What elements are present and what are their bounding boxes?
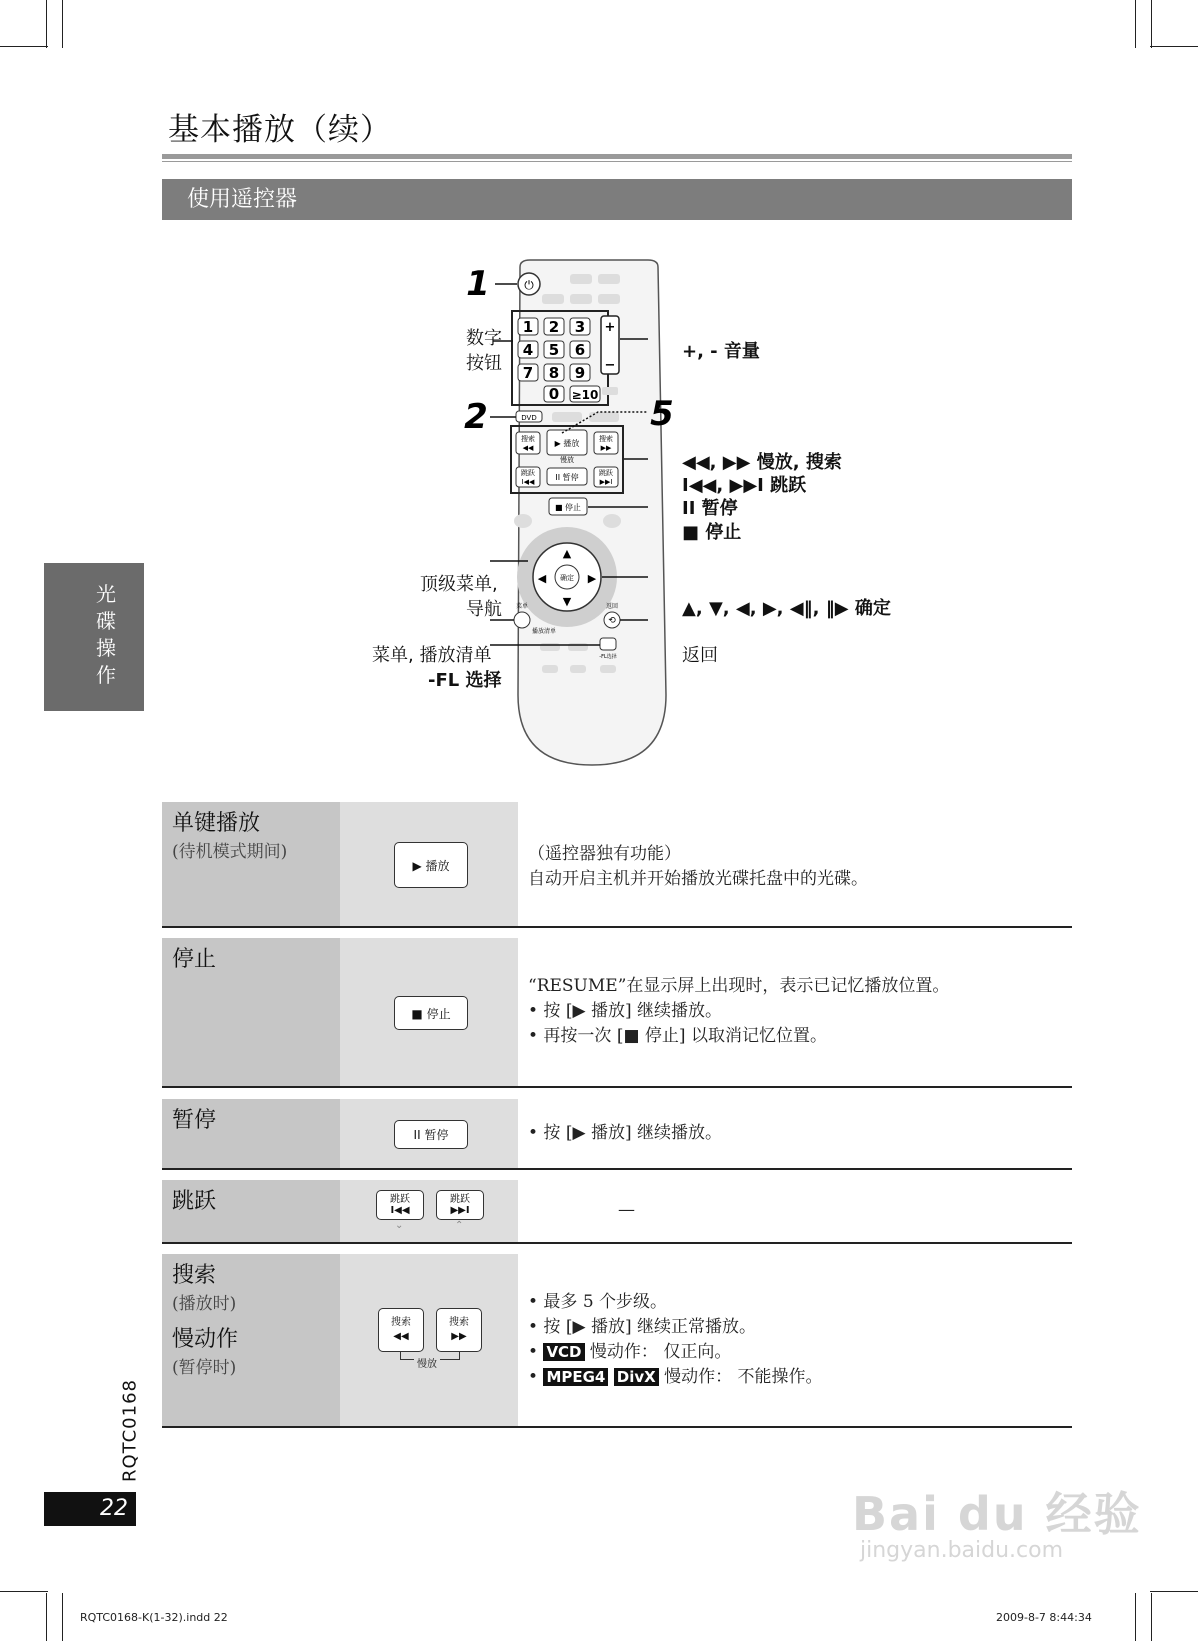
remote-small-key (598, 294, 620, 304)
skip-next-label: 跳跃 (450, 1194, 470, 1205)
callout-stop: ■ 停止 (682, 522, 742, 543)
crop-mark (62, 1593, 63, 1641)
side-tab-char: 操 (96, 636, 116, 660)
key-10: ≥10 (571, 388, 599, 402)
crop-mark (1135, 0, 1136, 48)
callout-top-menu-1: 顶级菜单, (420, 574, 498, 595)
chevron-up-icon: ⌃ (455, 1220, 464, 1231)
svg-text:⟲: ⟲ (608, 616, 616, 626)
crop-mark (1151, 1593, 1152, 1641)
slow-label: 慢放 (414, 1355, 440, 1370)
key-0: 0 (548, 385, 560, 403)
menu-key-label: 菜单 (515, 603, 529, 610)
row-heading: 搜索 (172, 1263, 217, 1288)
play-button-illustration: ▶ 播放 (394, 842, 468, 888)
key-1: 1 (522, 318, 534, 336)
search-fwd-icon: ▶▶ (451, 1331, 467, 1342)
divx-tag: DivX (614, 1368, 659, 1386)
search-rev-icon: ◀◀ (393, 1331, 409, 1342)
callout-skip: I◀◀, ▶▶I 跳跃 (682, 475, 807, 496)
row-desc-line: • 按 [▶ 播放] 继续播放。 (528, 1123, 722, 1143)
remote-small-key (570, 274, 592, 284)
svg-text:▶▶I: ▶▶I (599, 478, 613, 486)
row-heading: 单键播放 (172, 811, 261, 836)
key-8: 8 (548, 364, 560, 382)
side-tab-char: 作 (96, 663, 116, 687)
skip-rev-label: 跳跃 (521, 469, 535, 477)
svg-text:▶: ▶ (587, 572, 597, 585)
remote-body (515, 260, 666, 765)
svg-text:−: − (604, 358, 616, 373)
svg-text:◀◀: ◀◀ (522, 444, 534, 452)
crop-mark (0, 1591, 48, 1592)
page-title: 基本播放（续） (168, 112, 392, 148)
callout-return: 返回 (682, 645, 718, 666)
row-subheading: (播放时) (172, 1294, 237, 1314)
skip-fwd-label: 跳跃 (599, 469, 613, 477)
svg-text:+: + (604, 320, 616, 335)
row-desc-line: • VCD 慢动作： 仅正向。 (528, 1342, 732, 1362)
search-fwd-label: 搜索 (599, 435, 613, 443)
vcd-tag: VCD (543, 1343, 584, 1361)
crop-mark (0, 46, 48, 47)
callout-menu-playlist: 菜单, 播放清单 (372, 645, 492, 666)
crop-mark (1151, 0, 1152, 48)
key-2: 2 (548, 318, 560, 336)
callout-number-2: 2 (464, 397, 488, 437)
search-rev-button-illustration (378, 1308, 424, 1352)
search-rev-label: 搜索 (391, 1317, 411, 1328)
row-desc-line: — (618, 1200, 635, 1220)
key-3: 3 (574, 318, 586, 336)
svg-text:▲: ▲ (562, 547, 572, 560)
pause-button-illustration: II 暂停 (394, 1120, 468, 1149)
crop-mark (1150, 1591, 1198, 1592)
table-row (162, 1099, 1072, 1170)
svg-text:▼: ▼ (562, 595, 572, 608)
key-7: 7 (522, 364, 534, 382)
crop-mark (1150, 46, 1198, 47)
row-desc-line: 自动开启主机并开始播放光碟托盘中的光碟。 (528, 869, 868, 889)
row-desc-line: （遥控器独有功能） (528, 844, 681, 864)
row-heading: 暂停 (172, 1108, 217, 1133)
dvd-key-label: DVD (521, 414, 537, 422)
fl-key-label: -FL选择 (599, 654, 617, 660)
table-row (162, 1180, 1072, 1244)
remote-illustration (330, 255, 950, 775)
remote-small-key (570, 294, 592, 304)
svg-text:I◀◀: I◀◀ (521, 478, 535, 486)
remote-small-key (542, 294, 564, 304)
footer-left: RQTC0168-K(1-32).indd 22 (80, 1611, 228, 1624)
page-number: 22 (44, 1492, 136, 1526)
skip-prev-icon: I◀◀ (390, 1205, 410, 1216)
stop-key-label: ■ 停止 (554, 503, 582, 512)
table-row (162, 802, 1072, 928)
callout-number-5: 5 (650, 394, 674, 434)
row-desc-line: • 最多 5 个步级。 (528, 1292, 668, 1312)
title-rule-thin (162, 161, 1072, 162)
skip-next-button-illustration (436, 1190, 484, 1220)
row-heading: 慢动作 (172, 1327, 239, 1352)
pause-key-label: II 暂停 (555, 473, 579, 482)
crop-mark (62, 0, 63, 48)
svg-text:◀: ◀ (537, 572, 547, 585)
title-rule (162, 154, 1072, 159)
row-desc-line: • 按 [▶ 播放] 继续正常播放。 (528, 1317, 756, 1337)
stop-button-illustration: ■ 停止 (394, 996, 468, 1030)
skip-prev-button-illustration (376, 1190, 424, 1220)
key-5: 5 (548, 341, 560, 359)
search-fwd-button-illustration (436, 1308, 482, 1352)
callout-arrows-ok: ▲, ▼, ◀, ▶, ◀‖, ‖▶ 确定 (682, 598, 891, 619)
callout-number-1: 1 (466, 264, 490, 304)
table-row (162, 1254, 1072, 1428)
side-tab-char: 碟 (96, 609, 116, 633)
mpeg4-tag: MPEG4 (543, 1368, 608, 1386)
callout-digits-2: 按钮 (466, 353, 502, 374)
section-header: 使用遥控器 (162, 179, 1072, 220)
return-key-label: 返回 (605, 603, 619, 610)
footer-right: 2009-8-7 8:44:34 (996, 1611, 1092, 1624)
row-subheading: (待机模式期间) (172, 842, 288, 862)
row-heading: 停止 (172, 947, 217, 972)
row-desc-line: • 再按一次 [■ 停止] 以取消记忆位置。 (528, 1026, 827, 1046)
row-desc-line: • 按 [▶ 播放] 继续播放。 (528, 1001, 722, 1021)
slow-label: 慢放 (560, 456, 574, 464)
chevron-down-icon: ⌄ (395, 1220, 404, 1231)
crop-mark (46, 1593, 47, 1641)
fl-key (600, 638, 616, 650)
vcd-text: 慢动作： 仅正向。 (584, 1342, 732, 1362)
search-rev-label: 搜索 (521, 435, 535, 443)
key-4: 4 (522, 341, 534, 359)
side-tab (44, 563, 144, 711)
row-desc-line: “RESUME”在显示屏上出现时，表示已记忆播放位置。 (528, 976, 950, 996)
watermark-brand: Bai du 经验 (852, 1487, 1142, 1541)
power-icon: ⏻ (524, 278, 534, 292)
crop-mark (46, 0, 47, 48)
callout-digits-1: 数字 (466, 328, 502, 349)
callout-top-menu-2: 导航 (466, 599, 502, 620)
key-6: 6 (574, 341, 586, 359)
callout-pause: II 暂停 (682, 498, 738, 519)
remote-small-key (598, 274, 620, 284)
row-desc-line: • MPEG4 DivX 慢动作： 不能操作。 (528, 1367, 823, 1387)
key-9: 9 (574, 364, 586, 382)
svg-text:▶▶: ▶▶ (600, 444, 612, 452)
mpeg-text: 慢动作： 不能操作。 (658, 1367, 823, 1387)
search-fwd-label: 搜索 (449, 1317, 469, 1328)
skip-next-icon: ▶▶I (450, 1205, 470, 1216)
watermark-url: jingyan.baidu.com (860, 1538, 1064, 1563)
row-heading: 跳跃 (172, 1189, 217, 1214)
playlist-label: 播放清单 (532, 628, 557, 635)
table-row (162, 938, 1072, 1088)
side-tab-char: 光 (96, 582, 116, 606)
ok-key-label: 确定 (560, 574, 574, 582)
row-subheading: (暂停时) (172, 1358, 237, 1378)
menu-key (514, 612, 530, 628)
play-key-label: ▶ 播放 (554, 439, 580, 448)
callout-volume: +, - 音量 (682, 341, 760, 362)
skip-prev-label: 跳跃 (390, 1194, 410, 1205)
callout-search-slow: ◀◀, ▶▶ 慢放, 搜索 (682, 452, 842, 473)
crop-mark (1135, 1593, 1136, 1641)
callout-fl-select: -FL 选择 (428, 670, 502, 691)
doc-code-vertical (110, 1380, 150, 1492)
doc-code: RQTC0168 (119, 1379, 141, 1482)
